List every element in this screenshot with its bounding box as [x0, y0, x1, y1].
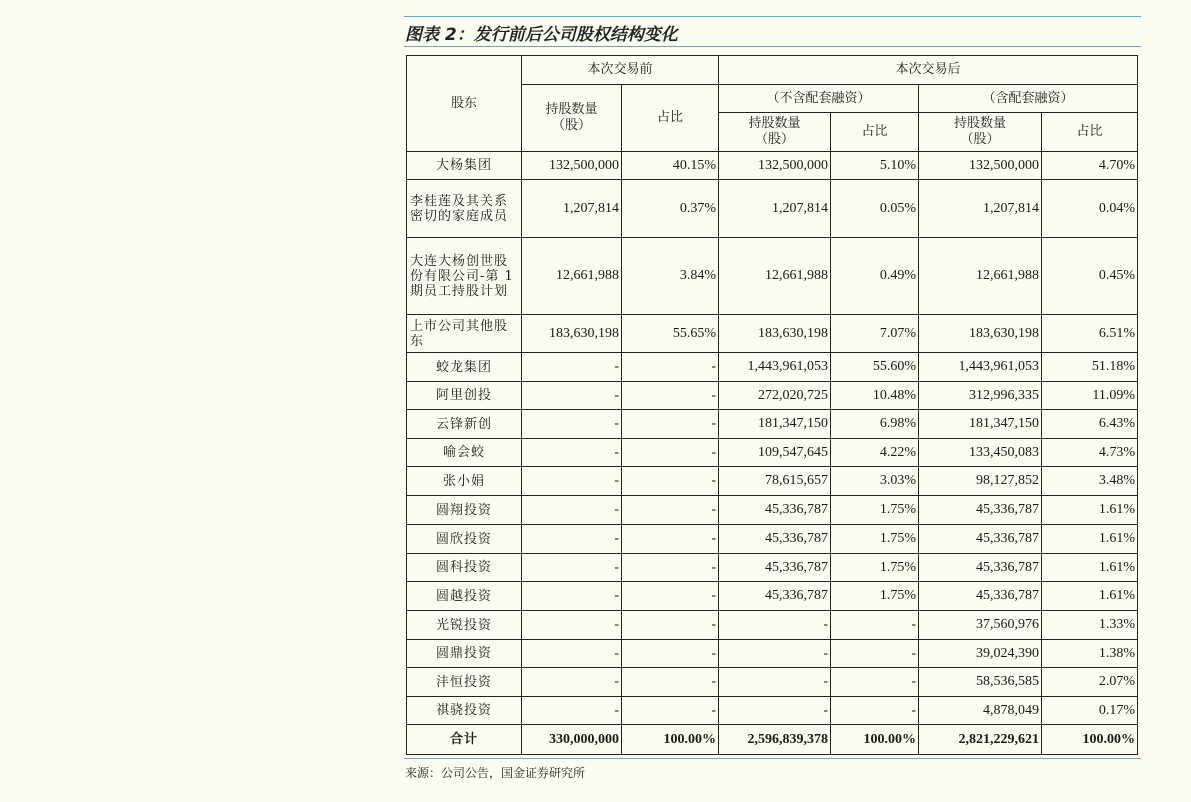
row-name: 张小娟: [407, 467, 522, 496]
header-shares-line1: 持股数量: [954, 116, 1007, 131]
cell-after2-shares: 4,878,049: [919, 697, 1042, 725]
header-shares-line1: 持股数量: [748, 116, 801, 131]
row-name: 李桂莲及其关系密切的家庭成员: [407, 180, 522, 238]
total-after1-ratio: 100.00%: [831, 725, 919, 755]
row-name: 蛟龙集团: [407, 353, 522, 382]
table-row: [407, 582, 1138, 611]
table-row: [407, 697, 1138, 725]
cell-after2-shares: 312,996,335: [919, 382, 1042, 410]
cell-after2-ratio: 0.45%: [1042, 238, 1138, 315]
cell-after2-ratio: 3.48%: [1042, 467, 1138, 496]
cell-after1-ratio: 55.60%: [831, 353, 919, 382]
cell-before-shares: 1,207,814: [522, 180, 622, 238]
cell-before-ratio: -: [622, 496, 719, 525]
total-after1-shares: 2,596,839,378: [719, 725, 831, 755]
header-after1-shares: [719, 113, 831, 152]
cell-after1-shares: 45,336,787: [719, 554, 831, 582]
cell-before-shares: 183,630,198: [522, 315, 622, 353]
cell-after1-shares: 45,336,787: [719, 525, 831, 554]
cell-after1-shares: 132,500,000: [719, 152, 831, 180]
cell-before-ratio: 3.84%: [622, 238, 719, 315]
cell-after2-ratio: 0.04%: [1042, 180, 1138, 238]
cell-after1-shares: 78,615,657: [719, 467, 831, 496]
cell-after2-shares: 39,024,390: [919, 640, 1042, 668]
cell-after1-ratio: 5.10%: [831, 152, 919, 180]
cell-before-ratio: 55.65%: [622, 315, 719, 353]
header-shares-line2: （股）: [551, 118, 591, 133]
row-name: 阿里创投: [407, 382, 522, 410]
cell-after2-ratio: 4.70%: [1042, 152, 1138, 180]
cell-before-ratio: -: [622, 611, 719, 640]
cell-before-shares: -: [522, 554, 622, 582]
cell-after1-shares: 1,443,961,053: [719, 353, 831, 382]
cell-before-shares: -: [522, 410, 622, 439]
title-bottom-rule: [404, 46, 1141, 47]
cell-after1-ratio: -: [831, 697, 919, 725]
source-note: 来源：公司公告，国金证券研究所: [405, 766, 586, 780]
cell-after2-ratio: 0.17%: [1042, 697, 1138, 725]
cell-after2-ratio: 6.51%: [1042, 315, 1138, 353]
cell-after2-ratio: 4.73%: [1042, 439, 1138, 467]
row-name: 圆鼎投资: [407, 640, 522, 668]
cell-before-ratio: -: [622, 467, 719, 496]
cell-before-shares: -: [522, 582, 622, 611]
cell-after2-shares: 45,336,787: [919, 582, 1042, 611]
cell-before-shares: -: [522, 439, 622, 467]
cell-after1-shares: 272,020,725: [719, 382, 831, 410]
total-after2-shares: 2,821,229,621: [919, 725, 1042, 755]
header-shares-line2: （股）: [960, 132, 1000, 147]
cell-after1-ratio: 3.03%: [831, 467, 919, 496]
cell-before-ratio: -: [622, 640, 719, 668]
title-top-rule: [404, 16, 1141, 17]
table-row: [407, 382, 1138, 410]
cell-after2-shares: 37,560,976: [919, 611, 1042, 640]
cell-after2-shares: 45,336,787: [919, 525, 1042, 554]
cell-after1-ratio: 1.75%: [831, 496, 919, 525]
cell-after2-shares: 132,500,000: [919, 152, 1042, 180]
table-row: [407, 439, 1138, 467]
cell-after2-shares: 1,207,814: [919, 180, 1042, 238]
cell-after1-shares: 45,336,787: [719, 582, 831, 611]
cell-after2-shares: 58,536,585: [919, 668, 1042, 697]
cell-after1-ratio: -: [831, 668, 919, 697]
table-row: [407, 640, 1138, 668]
cell-before-shares: -: [522, 640, 622, 668]
table-body: [407, 152, 1138, 755]
header-after2-shares: [919, 113, 1042, 152]
row-name: 圆翔投资: [407, 496, 522, 525]
cell-after1-shares: -: [719, 697, 831, 725]
cell-before-ratio: 40.15%: [622, 152, 719, 180]
cell-before-ratio: -: [622, 439, 719, 467]
cell-after2-shares: 98,127,852: [919, 467, 1042, 496]
cell-after1-ratio: 6.98%: [831, 410, 919, 439]
cell-after2-ratio: 1.61%: [1042, 554, 1138, 582]
header-after1-ratio: 占比: [831, 113, 919, 152]
figure-title: 图表 2：发行前后公司股权结构变化: [405, 25, 678, 45]
header-after2-ratio: 占比: [1042, 113, 1138, 152]
row-name: 圆越投资: [407, 582, 522, 611]
cell-before-shares: 12,661,988: [522, 238, 622, 315]
table-row: [407, 525, 1138, 554]
cell-after1-shares: -: [719, 611, 831, 640]
row-name: 大杨集团: [407, 152, 522, 180]
cell-before-shares: -: [522, 697, 622, 725]
cell-after1-ratio: 1.75%: [831, 582, 919, 611]
cell-before-ratio: -: [622, 554, 719, 582]
table-row: [407, 467, 1138, 496]
cell-before-shares: -: [522, 525, 622, 554]
cell-after1-ratio: 1.75%: [831, 554, 919, 582]
cell-after2-ratio: 2.07%: [1042, 668, 1138, 697]
cell-after2-shares: 12,661,988: [919, 238, 1042, 315]
cell-before-shares: -: [522, 611, 622, 640]
header-before-transaction: 本次交易前: [522, 56, 719, 85]
header-without-financing: （不含配套融资）: [719, 85, 919, 113]
cell-after2-ratio: 51.18%: [1042, 353, 1138, 382]
table-row: [407, 315, 1138, 353]
cell-before-shares: -: [522, 382, 622, 410]
row-name: 喻会蛟: [407, 439, 522, 467]
row-name: 云锋新创: [407, 410, 522, 439]
cell-before-shares: 132,500,000: [522, 152, 622, 180]
cell-after1-shares: 12,661,988: [719, 238, 831, 315]
cell-before-ratio: -: [622, 525, 719, 554]
cell-after1-shares: 1,207,814: [719, 180, 831, 238]
cell-before-ratio: -: [622, 582, 719, 611]
header-shares-line1: 持股数量: [545, 102, 598, 117]
cell-after1-shares: -: [719, 668, 831, 697]
cell-before-ratio: -: [622, 382, 719, 410]
header-after-transaction: 本次交易后: [719, 56, 1138, 85]
table-row: [407, 180, 1138, 238]
cell-after2-shares: 45,336,787: [919, 554, 1042, 582]
cell-after2-ratio: 6.43%: [1042, 410, 1138, 439]
cell-after2-shares: 45,336,787: [919, 496, 1042, 525]
total-label: 合计: [407, 725, 522, 755]
cell-before-shares: -: [522, 467, 622, 496]
header-shareholder: 股东: [407, 56, 522, 152]
cell-after1-shares: 181,347,150: [719, 410, 831, 439]
cell-after1-shares: 183,630,198: [719, 315, 831, 353]
cell-after1-ratio: 1.75%: [831, 525, 919, 554]
table-row: [407, 238, 1138, 315]
cell-before-ratio: -: [622, 353, 719, 382]
header-with-financing: （含配套融资）: [919, 85, 1138, 113]
cell-after1-shares: 109,547,645: [719, 439, 831, 467]
cell-after1-shares: -: [719, 640, 831, 668]
cell-before-shares: -: [522, 496, 622, 525]
cell-after2-ratio: 1.38%: [1042, 640, 1138, 668]
shareholding-table-container: [406, 55, 1137, 755]
table-row: [407, 410, 1138, 439]
cell-after1-ratio: 0.49%: [831, 238, 919, 315]
table-row: [407, 496, 1138, 525]
row-name: 沣恒投资: [407, 668, 522, 697]
source-rule: [404, 758, 1141, 759]
cell-after2-ratio: 1.61%: [1042, 582, 1138, 611]
row-name: 圆科投资: [407, 554, 522, 582]
total-before-shares: 330,000,000: [522, 725, 622, 755]
row-name: 圆欣投资: [407, 525, 522, 554]
header-before-ratio: 占比: [622, 85, 719, 152]
cell-after2-shares: 181,347,150: [919, 410, 1042, 439]
row-name: 光锐投资: [407, 611, 522, 640]
total-before-ratio: 100.00%: [622, 725, 719, 755]
cell-before-ratio: -: [622, 697, 719, 725]
shareholding-table: [406, 55, 1138, 755]
cell-after2-shares: 133,450,083: [919, 439, 1042, 467]
cell-after2-ratio: 1.61%: [1042, 525, 1138, 554]
cell-after1-ratio: 7.07%: [831, 315, 919, 353]
cell-after1-ratio: -: [831, 640, 919, 668]
row-name: 祺骁投资: [407, 697, 522, 725]
table-row: [407, 152, 1138, 180]
cell-after2-ratio: 1.61%: [1042, 496, 1138, 525]
header-shares-line2: （股）: [755, 132, 795, 147]
cell-before-ratio: -: [622, 668, 719, 697]
total-row: [407, 725, 1138, 755]
cell-before-ratio: 0.37%: [622, 180, 719, 238]
cell-after1-ratio: 10.48%: [831, 382, 919, 410]
table-row: [407, 554, 1138, 582]
cell-after1-shares: 45,336,787: [719, 496, 831, 525]
table-row: [407, 353, 1138, 382]
cell-after2-ratio: 1.33%: [1042, 611, 1138, 640]
cell-before-shares: -: [522, 668, 622, 697]
cell-after2-shares: 183,630,198: [919, 315, 1042, 353]
cell-before-ratio: -: [622, 410, 719, 439]
row-name: 上市公司其他股东: [407, 315, 522, 353]
cell-before-shares: -: [522, 353, 622, 382]
cell-after1-ratio: 4.22%: [831, 439, 919, 467]
cell-after1-ratio: 0.05%: [831, 180, 919, 238]
table-row: [407, 611, 1138, 640]
cell-after2-ratio: 11.09%: [1042, 382, 1138, 410]
total-after2-ratio: 100.00%: [1042, 725, 1138, 755]
cell-after2-shares: 1,443,961,053: [919, 353, 1042, 382]
table-row: [407, 668, 1138, 697]
header-before-shares: [522, 85, 622, 152]
row-name: 大连大杨创世股份有限公司-第 1 期员工持股计划: [407, 238, 522, 315]
cell-after1-ratio: -: [831, 611, 919, 640]
